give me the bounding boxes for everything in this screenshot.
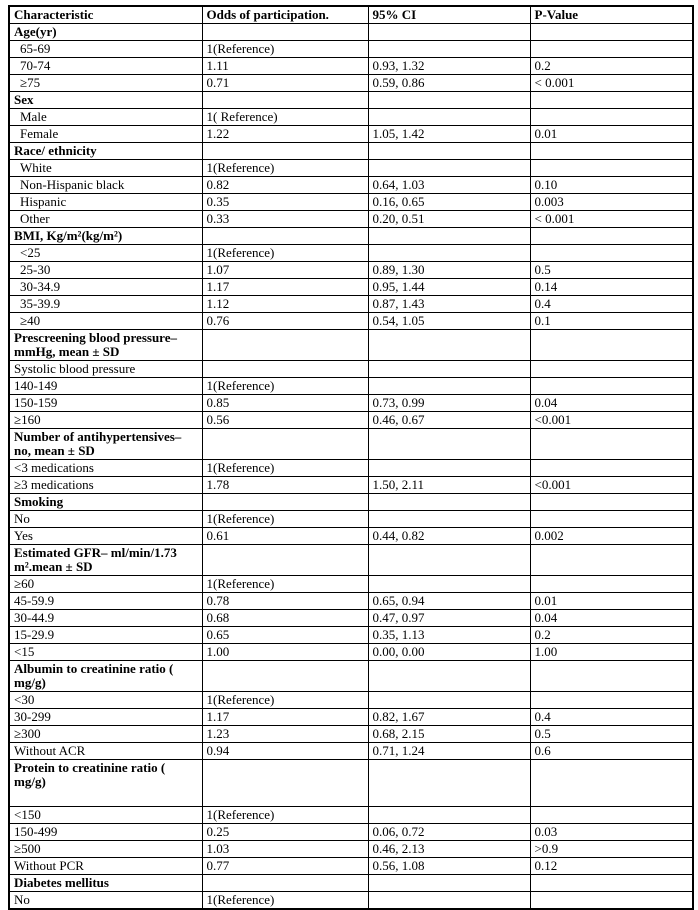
table-row bbox=[9, 296, 693, 313]
pvalue-cell bbox=[530, 92, 693, 109]
odds-of-participation-table bbox=[8, 5, 694, 910]
pvalue-cell bbox=[530, 41, 693, 58]
ci-cell: 0.56, 1.08 bbox=[368, 858, 530, 875]
pvalue-cell: <0.001 bbox=[530, 412, 693, 429]
row-label-cell: Sex bbox=[9, 92, 202, 109]
odds-cell: 1(Reference) bbox=[202, 576, 368, 593]
pvalue-cell: 0.5 bbox=[530, 262, 693, 279]
pvalue-cell bbox=[530, 24, 693, 41]
pvalue-cell: < 0.001 bbox=[530, 211, 693, 228]
col-header-ci: 95% CI bbox=[368, 6, 530, 24]
table-row bbox=[9, 378, 693, 395]
odds-cell: 1(Reference) bbox=[202, 245, 368, 262]
odds-cell: 0.85 bbox=[202, 395, 368, 412]
odds-cell: 0.33 bbox=[202, 211, 368, 228]
ci-cell: 0.71, 1.24 bbox=[368, 743, 530, 760]
table-row bbox=[9, 109, 693, 126]
table-row bbox=[9, 245, 693, 262]
odds-cell bbox=[202, 330, 368, 361]
ci-cell bbox=[368, 160, 530, 177]
pvalue-cell bbox=[530, 892, 693, 910]
pvalue-cell bbox=[530, 807, 693, 824]
ci-cell bbox=[368, 545, 530, 576]
odds-cell bbox=[202, 429, 368, 460]
ci-cell: 0.47, 0.97 bbox=[368, 610, 530, 627]
row-label-cell: Hispanic bbox=[9, 194, 202, 211]
row-label-cell: 30-44.9 bbox=[9, 610, 202, 627]
table-row bbox=[9, 211, 693, 228]
table-row bbox=[9, 477, 693, 494]
odds-cell: 1.78 bbox=[202, 477, 368, 494]
table-row bbox=[9, 395, 693, 412]
table-row bbox=[9, 460, 693, 477]
odds-cell: 0.78 bbox=[202, 593, 368, 610]
table-row bbox=[9, 760, 693, 807]
odds-cell bbox=[202, 24, 368, 41]
odds-cell: 0.94 bbox=[202, 743, 368, 760]
table-row bbox=[9, 892, 693, 910]
table-row bbox=[9, 58, 693, 75]
col-header-odds: Odds of participation. bbox=[202, 6, 368, 24]
odds-cell: 1(Reference) bbox=[202, 692, 368, 709]
col-header-characteristic: Characteristic bbox=[9, 6, 202, 24]
ci-cell bbox=[368, 892, 530, 910]
table-row bbox=[9, 92, 693, 109]
pvalue-cell: 0.01 bbox=[530, 593, 693, 610]
pvalue-cell bbox=[530, 160, 693, 177]
odds-cell: 1.03 bbox=[202, 841, 368, 858]
table-row bbox=[9, 644, 693, 661]
ci-cell bbox=[368, 92, 530, 109]
row-label-cell: 15-29.9 bbox=[9, 627, 202, 644]
ci-cell: 0.59, 0.86 bbox=[368, 75, 530, 92]
row-label-cell: ≥160 bbox=[9, 412, 202, 429]
ci-cell bbox=[368, 361, 530, 378]
pvalue-cell: 0.03 bbox=[530, 824, 693, 841]
table-row bbox=[9, 726, 693, 743]
table-row bbox=[9, 177, 693, 194]
ci-cell bbox=[368, 661, 530, 692]
ci-cell: 0.93, 1.32 bbox=[368, 58, 530, 75]
ci-cell: 0.00, 0.00 bbox=[368, 644, 530, 661]
table-row bbox=[9, 593, 693, 610]
row-label-cell: 25-30 bbox=[9, 262, 202, 279]
odds-cell bbox=[202, 361, 368, 378]
odds-cell: 1(Reference) bbox=[202, 807, 368, 824]
pvalue-cell bbox=[530, 378, 693, 395]
pvalue-cell bbox=[530, 661, 693, 692]
odds-cell: 1.11 bbox=[202, 58, 368, 75]
row-label-cell: ≥75 bbox=[9, 75, 202, 92]
row-label-cell: Systolic blood pressure bbox=[9, 361, 202, 378]
row-label-cell: 30-299 bbox=[9, 709, 202, 726]
ci-cell bbox=[368, 330, 530, 361]
pvalue-cell bbox=[530, 429, 693, 460]
pvalue-cell: 0.04 bbox=[530, 395, 693, 412]
pvalue-cell bbox=[530, 875, 693, 892]
table-row bbox=[9, 807, 693, 824]
ci-cell bbox=[368, 460, 530, 477]
odds-cell bbox=[202, 228, 368, 245]
pvalue-cell bbox=[530, 576, 693, 593]
odds-cell: 0.71 bbox=[202, 75, 368, 92]
ci-cell bbox=[368, 576, 530, 593]
row-label-cell: 150-499 bbox=[9, 824, 202, 841]
pvalue-cell: 0.14 bbox=[530, 279, 693, 296]
row-label-cell: <25 bbox=[9, 245, 202, 262]
ci-cell bbox=[368, 109, 530, 126]
odds-cell: 0.25 bbox=[202, 824, 368, 841]
row-label-cell: Number of antihypertensives– no, mean ± SD bbox=[9, 429, 202, 460]
odds-cell bbox=[202, 545, 368, 576]
ci-cell: 0.73, 0.99 bbox=[368, 395, 530, 412]
odds-cell: 1(Reference) bbox=[202, 460, 368, 477]
odds-cell bbox=[202, 494, 368, 511]
pvalue-cell: 0.10 bbox=[530, 177, 693, 194]
row-label-cell: Non-Hispanic black bbox=[9, 177, 202, 194]
table-row bbox=[9, 661, 693, 692]
odds-cell: 1.07 bbox=[202, 262, 368, 279]
odds-cell: 1(Reference) bbox=[202, 378, 368, 395]
pvalue-cell: 0.6 bbox=[530, 743, 693, 760]
table-row bbox=[9, 528, 693, 545]
row-label-cell: Race/ ethnicity bbox=[9, 143, 202, 160]
table-row bbox=[9, 743, 693, 760]
odds-cell: 1.12 bbox=[202, 296, 368, 313]
ci-cell bbox=[368, 875, 530, 892]
ci-cell bbox=[368, 245, 530, 262]
table-row bbox=[9, 41, 693, 58]
table-row bbox=[9, 262, 693, 279]
ci-cell: 0.16, 0.65 bbox=[368, 194, 530, 211]
pvalue-cell: 0.2 bbox=[530, 58, 693, 75]
row-label-cell: Without PCR bbox=[9, 858, 202, 875]
row-label-cell: BMI, Kg/m²(kg/m²) bbox=[9, 228, 202, 245]
row-label-cell: ≥60 bbox=[9, 576, 202, 593]
odds-cell: 0.76 bbox=[202, 313, 368, 330]
pvalue-cell: < 0.001 bbox=[530, 75, 693, 92]
row-label-cell: 65-69 bbox=[9, 41, 202, 58]
row-label-cell: 140-149 bbox=[9, 378, 202, 395]
table-row bbox=[9, 610, 693, 627]
table-row bbox=[9, 824, 693, 841]
ci-cell: 1.50, 2.11 bbox=[368, 477, 530, 494]
ci-cell bbox=[368, 378, 530, 395]
ci-cell: 0.20, 0.51 bbox=[368, 211, 530, 228]
row-label-cell: <3 medications bbox=[9, 460, 202, 477]
odds-cell: 0.61 bbox=[202, 528, 368, 545]
table-row bbox=[9, 361, 693, 378]
table-body bbox=[9, 24, 693, 910]
odds-cell bbox=[202, 760, 368, 807]
row-label-cell: 30-34.9 bbox=[9, 279, 202, 296]
odds-cell: 1(Reference) bbox=[202, 511, 368, 528]
table-row bbox=[9, 429, 693, 460]
table-row bbox=[9, 545, 693, 576]
odds-cell: 1.17 bbox=[202, 279, 368, 296]
pvalue-cell bbox=[530, 361, 693, 378]
odds-cell: 0.77 bbox=[202, 858, 368, 875]
odds-cell: 1(Reference) bbox=[202, 892, 368, 910]
pvalue-cell bbox=[530, 692, 693, 709]
table-row bbox=[9, 75, 693, 92]
odds-cell bbox=[202, 143, 368, 160]
odds-cell: 0.56 bbox=[202, 412, 368, 429]
ci-cell: 0.46, 0.67 bbox=[368, 412, 530, 429]
odds-cell: 1(Reference) bbox=[202, 160, 368, 177]
odds-cell: 1( Reference) bbox=[202, 109, 368, 126]
row-label-cell: Diabetes mellitus bbox=[9, 875, 202, 892]
ci-cell: 0.82, 1.67 bbox=[368, 709, 530, 726]
table-row bbox=[9, 194, 693, 211]
table-header-row bbox=[9, 6, 693, 24]
ci-cell bbox=[368, 494, 530, 511]
pvalue-cell bbox=[530, 494, 693, 511]
ci-cell: 1.05, 1.42 bbox=[368, 126, 530, 143]
pvalue-cell bbox=[530, 228, 693, 245]
row-label-cell: <150 bbox=[9, 807, 202, 824]
table-row bbox=[9, 858, 693, 875]
row-label-cell: No bbox=[9, 892, 202, 910]
odds-cell: 1.17 bbox=[202, 709, 368, 726]
table-row bbox=[9, 330, 693, 361]
pvalue-cell: 0.1 bbox=[530, 313, 693, 330]
pvalue-cell: 0.2 bbox=[530, 627, 693, 644]
row-label-cell: No bbox=[9, 511, 202, 528]
row-label-cell: Age(yr) bbox=[9, 24, 202, 41]
pvalue-cell: 0.01 bbox=[530, 126, 693, 143]
table-row bbox=[9, 511, 693, 528]
table-row bbox=[9, 126, 693, 143]
row-label-cell: Albumin to creatinine ratio ( mg/g) bbox=[9, 661, 202, 692]
table-row bbox=[9, 160, 693, 177]
ci-cell: 0.64, 1.03 bbox=[368, 177, 530, 194]
pvalue-cell bbox=[530, 545, 693, 576]
pvalue-cell: 0.002 bbox=[530, 528, 693, 545]
ci-cell: 0.54, 1.05 bbox=[368, 313, 530, 330]
odds-cell bbox=[202, 875, 368, 892]
ci-cell: 0.68, 2.15 bbox=[368, 726, 530, 743]
table-row bbox=[9, 627, 693, 644]
table-row bbox=[9, 841, 693, 858]
ci-cell bbox=[368, 41, 530, 58]
pvalue-cell bbox=[530, 143, 693, 160]
pvalue-cell: 1.00 bbox=[530, 644, 693, 661]
row-label-cell: 150-159 bbox=[9, 395, 202, 412]
table-row bbox=[9, 228, 693, 245]
row-label-cell: Protein to creatinine ratio ( mg/g) bbox=[9, 760, 202, 807]
row-label-cell: ≥300 bbox=[9, 726, 202, 743]
ci-cell bbox=[368, 24, 530, 41]
odds-cell: 1(Reference) bbox=[202, 41, 368, 58]
table-row bbox=[9, 692, 693, 709]
table-row bbox=[9, 24, 693, 41]
odds-cell: 0.68 bbox=[202, 610, 368, 627]
pvalue-cell: >0.9 bbox=[530, 841, 693, 858]
ci-cell bbox=[368, 760, 530, 807]
odds-cell: 0.35 bbox=[202, 194, 368, 211]
pvalue-cell bbox=[530, 460, 693, 477]
table-row bbox=[9, 313, 693, 330]
ci-cell bbox=[368, 143, 530, 160]
ci-cell: 0.89, 1.30 bbox=[368, 262, 530, 279]
col-header-pvalue: P-Value bbox=[530, 6, 693, 24]
table-row bbox=[9, 143, 693, 160]
row-label-cell: Yes bbox=[9, 528, 202, 545]
odds-cell: 1.22 bbox=[202, 126, 368, 143]
ci-cell: 0.35, 1.13 bbox=[368, 627, 530, 644]
odds-cell: 0.65 bbox=[202, 627, 368, 644]
table-row bbox=[9, 279, 693, 296]
row-label-cell: Without ACR bbox=[9, 743, 202, 760]
pvalue-cell: <0.001 bbox=[530, 477, 693, 494]
row-label-cell: ≥3 medications bbox=[9, 477, 202, 494]
ci-cell: 0.06, 0.72 bbox=[368, 824, 530, 841]
row-label-cell: White bbox=[9, 160, 202, 177]
ci-cell bbox=[368, 807, 530, 824]
odds-cell: 1.23 bbox=[202, 726, 368, 743]
row-label-cell: 35-39.9 bbox=[9, 296, 202, 313]
row-label-cell: <30 bbox=[9, 692, 202, 709]
row-label-cell: ≥500 bbox=[9, 841, 202, 858]
pvalue-cell: 0.12 bbox=[530, 858, 693, 875]
row-label-cell: Other bbox=[9, 211, 202, 228]
row-label-cell: Male bbox=[9, 109, 202, 126]
table-row bbox=[9, 494, 693, 511]
table-row bbox=[9, 412, 693, 429]
pvalue-cell bbox=[530, 245, 693, 262]
table-row bbox=[9, 875, 693, 892]
row-label-cell: <15 bbox=[9, 644, 202, 661]
ci-cell: 0.95, 1.44 bbox=[368, 279, 530, 296]
pvalue-cell: 0.003 bbox=[530, 194, 693, 211]
table-row bbox=[9, 709, 693, 726]
pvalue-cell bbox=[530, 760, 693, 807]
row-label-cell: Estimated GFR– ml/min/1.73 m².mean ± SD bbox=[9, 545, 202, 576]
ci-cell bbox=[368, 692, 530, 709]
row-label-cell: Smoking bbox=[9, 494, 202, 511]
row-label-cell: Prescreening blood pressure– mmHg, mean ± SD bbox=[9, 330, 202, 361]
ci-cell: 0.65, 0.94 bbox=[368, 593, 530, 610]
row-label-cell: ≥40 bbox=[9, 313, 202, 330]
row-label-cell: 70-74 bbox=[9, 58, 202, 75]
ci-cell: 0.46, 2.13 bbox=[368, 841, 530, 858]
ci-cell bbox=[368, 511, 530, 528]
ci-cell bbox=[368, 429, 530, 460]
odds-cell bbox=[202, 661, 368, 692]
odds-cell: 1.00 bbox=[202, 644, 368, 661]
table-row bbox=[9, 576, 693, 593]
ci-cell: 0.44, 0.82 bbox=[368, 528, 530, 545]
pvalue-cell: 0.04 bbox=[530, 610, 693, 627]
pvalue-cell: 0.4 bbox=[530, 296, 693, 313]
pvalue-cell: 0.5 bbox=[530, 726, 693, 743]
row-label-cell: Female bbox=[9, 126, 202, 143]
ci-cell bbox=[368, 228, 530, 245]
pvalue-cell bbox=[530, 109, 693, 126]
ci-cell: 0.87, 1.43 bbox=[368, 296, 530, 313]
row-label-cell: 45-59.9 bbox=[9, 593, 202, 610]
pvalue-cell: 0.4 bbox=[530, 709, 693, 726]
pvalue-cell bbox=[530, 330, 693, 361]
pvalue-cell bbox=[530, 511, 693, 528]
odds-cell: 0.82 bbox=[202, 177, 368, 194]
odds-cell bbox=[202, 92, 368, 109]
